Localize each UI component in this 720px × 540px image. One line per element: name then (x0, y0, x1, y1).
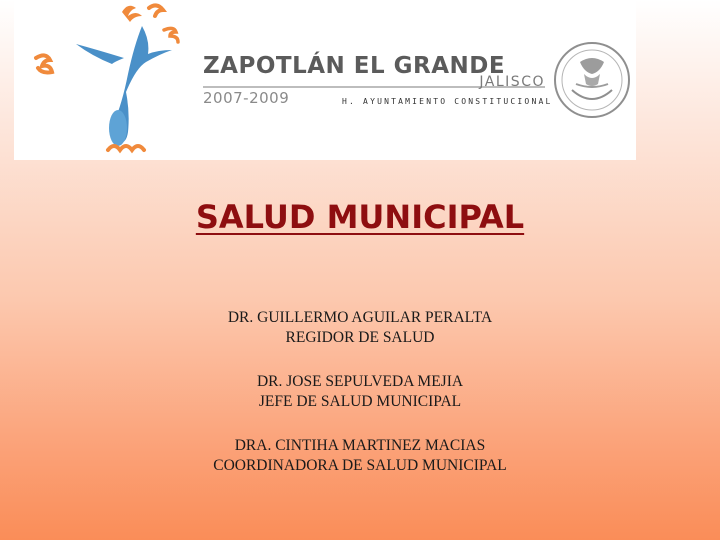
state-name: JALISCO (479, 74, 545, 90)
staff-name: DRA. CINTIHA MARTINEZ MACIAS (234, 437, 486, 454)
staff-role: JEFE DE SALUD MUNICIPAL (258, 393, 462, 410)
staff-entry-2 (0, 372, 720, 412)
staff-role: REGIDOR DE SALUD (285, 329, 435, 346)
municipality-name: ZAPOTLÁN EL GRANDE (203, 53, 506, 79)
staff-entry-3 (0, 436, 720, 476)
municipal-logo-figure (14, 0, 184, 160)
administration-years: 2007-2009 (203, 89, 290, 107)
council-label: H. AYUNTAMIENTO CONSTITUCIONAL (342, 97, 553, 106)
national-seal-emblem (552, 40, 632, 120)
staff-entry-1 (0, 308, 720, 348)
staff-name: DR. JOSE SEPULVEDA MEJIA (256, 373, 464, 390)
staff-role: COORDINADORA DE SALUD MUNICIPAL (213, 457, 507, 474)
page-title: SALUD MUNICIPAL (195, 198, 525, 236)
staff-name: DR. GUILLERMO AGUILAR PERALTA (227, 309, 493, 326)
